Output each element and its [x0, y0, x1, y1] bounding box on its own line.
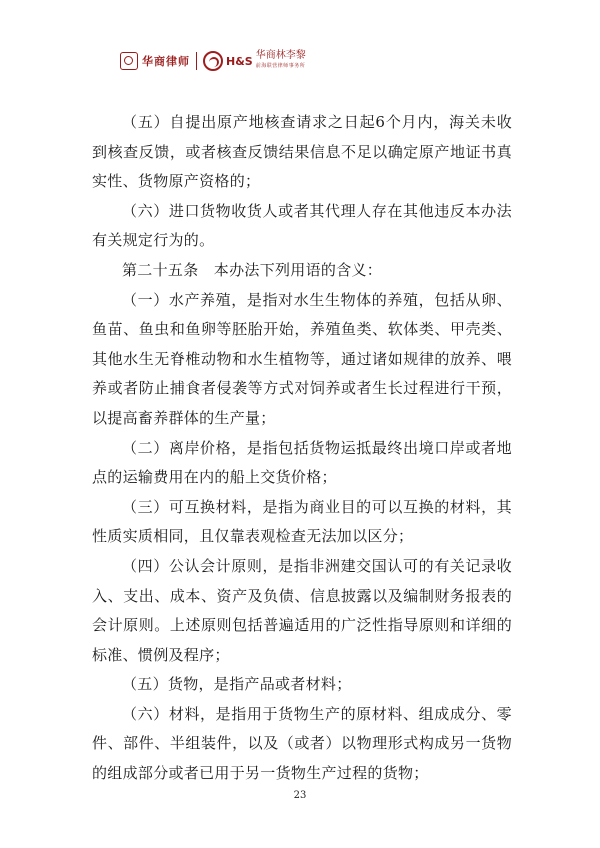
- definition-aquaculture: （一）水产养殖，是指对水生生物体的养殖，包括从卵、鱼苗、鱼虫和鱼卵等胚胎开始，养殖鱼类、软体类、甲壳类、其他水生无脊椎动物和水生植物等，通过诸如规律的放养、喂养或者防止捕食者侵袭等方式对饲养或者生长过程进行干预，以提高畜养群体的生产量；: [92, 290, 512, 427]
- hs-logo-name-text: 华商林李黎: [255, 50, 306, 61]
- hs-logo: [203, 51, 306, 71]
- page-header: [120, 48, 306, 74]
- definition-goods: （五）货物，是指产品或者材料；: [122, 675, 352, 694]
- article-25-heading: 第二十五条 本办法下列用语的含义：: [122, 260, 383, 279]
- hs-logo-subtitle: 前海联营律师事务所: [255, 63, 306, 69]
- document-body: [92, 108, 512, 789]
- header-divider: [196, 52, 197, 70]
- law-firm-logo-text: 华商律师: [142, 55, 190, 68]
- seal-icon: [120, 52, 138, 70]
- swirl-logo-icon: [203, 51, 223, 71]
- definition-fob: （二）离岸价格，是指包括货物运抵最终出境口岸或者地点的运输费用在内的船上交货价格；: [92, 438, 512, 487]
- page-number: 23: [293, 790, 307, 801]
- hs-logo-abbr: H&S: [226, 54, 253, 68]
- definition-fungible-materials: （三）可互换材料，是指为商业目的可以互换的材料，其性质实质相同，且仅靠表观检查无法加以区分；: [92, 497, 512, 546]
- hs-logo-name: [256, 51, 306, 71]
- law-firm-logo: [120, 52, 190, 70]
- definition-gaap: （四）公认会计原则，是指非洲建交国认可的有关记录收入、支出、成本、资产及负债、信息披露以及编制财务报表的会计原则。上述原则包括普遍适用的广泛性指导原则和详细的标准、惯例及程序；: [92, 556, 512, 664]
- paragraph-item-6: （六）进口货物收货人或者其代理人存在其他违反本办法有关规定行为的。: [92, 201, 512, 250]
- definition-materials: （六）材料，是指用于货物生产的原材料、组成成分、零件、部件、半组装件，以及（或者）以物理形式构成另一货物的组成部分或者已用于另一货物生产过程的货物；: [92, 704, 512, 783]
- paragraph-item-5: （五）自提出原产地核查请求之日起6个月内，海关未收到核查反馈，或者核查反馈结果信息不足以确定原产地证书真实性、货物原产资格的；: [92, 113, 512, 191]
